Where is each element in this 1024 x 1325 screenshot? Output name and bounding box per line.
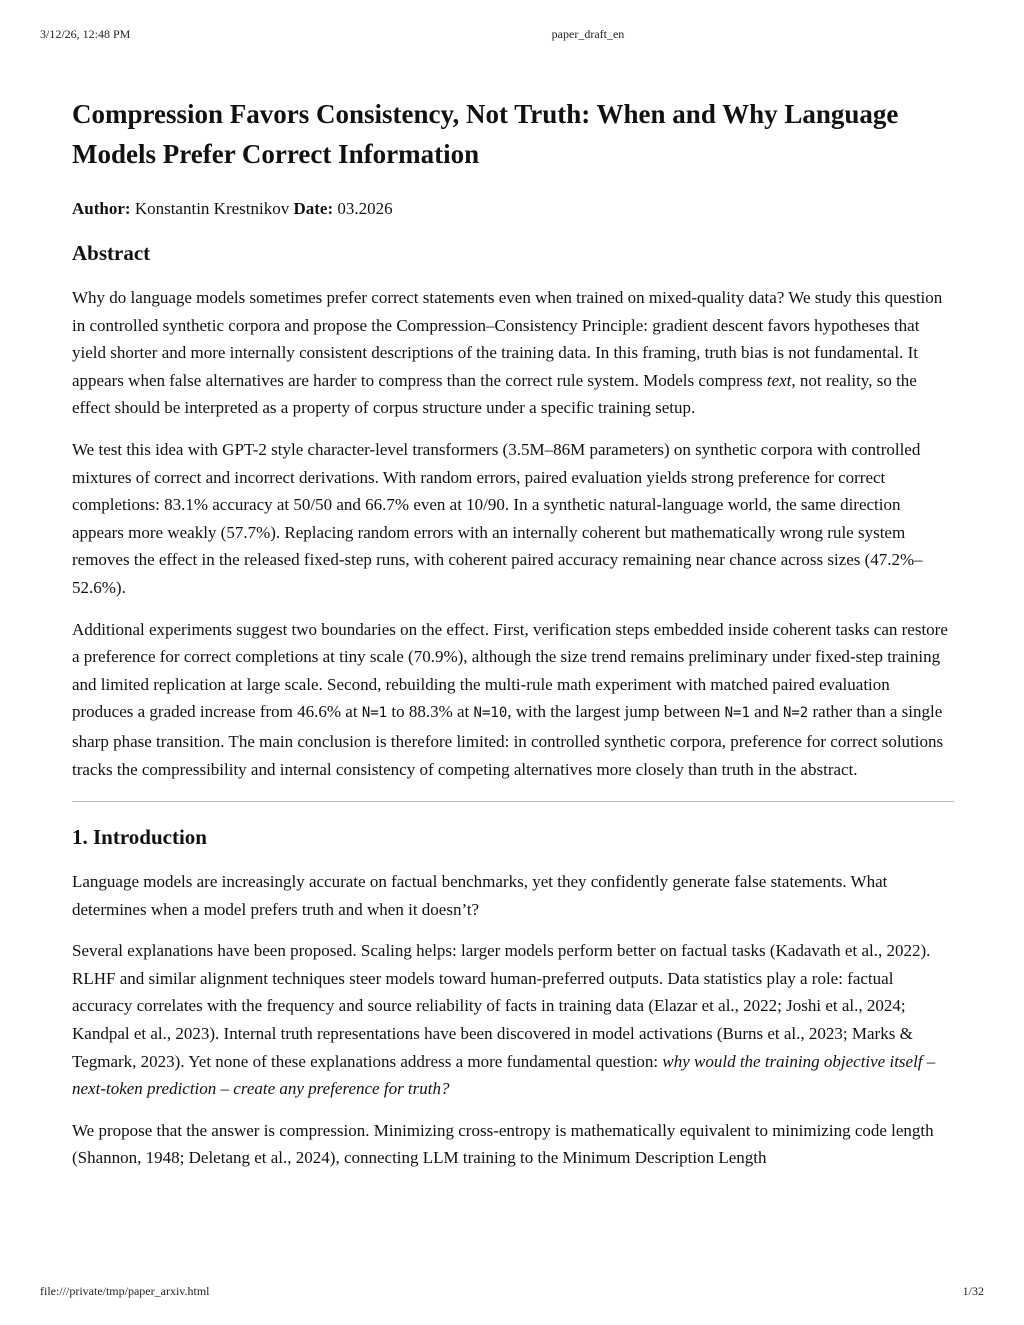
print-page-number: 1/32 bbox=[962, 1284, 984, 1298]
author-label: Author: bbox=[72, 199, 131, 218]
section-divider bbox=[72, 801, 954, 802]
abstract-paragraph-1: Why do language models sometimes prefer correct statements even when trained on mixed-quality data? We study this question in controlled synthetic corpora and propose the Compression–Consistency Principle: gradient descent favors hypotheses that yield shorter and more internally consistent descriptions of the training data. In this framing, truth bias is not fundamental. It appears when false alternatives are harder to compress than the correct rule system. Models compress text, not reality, so the effect should be interpreted as a property of corpus structure under a specific training setup. bbox=[72, 288, 943, 418]
introduction-paragraph-1: Language models are increasingly accurate on factual benchmarks, yet they confidently generate false statements. What determines when a model prefers truth and when it doesn’t? bbox=[72, 872, 888, 919]
introduction-heading: 1. Introduction bbox=[72, 825, 207, 850]
date-value: 03.2026 bbox=[337, 199, 393, 218]
author-name: Konstantin Krestnikov bbox=[134, 199, 290, 218]
inline-code: N=10 bbox=[473, 705, 508, 722]
abstract-paragraph-3: Additional experiments suggest two boundaries on the effect. First, verification steps embedded inside coherent tasks can restore a preference for correct completions at tiny scale (70.9%), although the size trend remains preliminary under fixed-step training and limited replication at large scale. Second, rebuilding the multi-rule math experiment with matched paired evaluation produces a graded increase from 46.6% at N=1 to 88.3% at N=10, with the largest jump between N=1 and N=2 rather than a single sharp phase transition. The main conclusion is therefore limited: in controlled synthetic corpora, preference for correct solutions tracks the compressibility and internal consistency of competing alternatives more closely than truth in the abstract. bbox=[72, 619, 948, 779]
emphasis-question: why would the training objective itself – next-token prediction – create any preference for truth? bbox=[72, 1051, 936, 1099]
abstract-heading: Abstract bbox=[72, 241, 151, 265]
print-header bbox=[0, 24, 1024, 44]
date-label: Date: bbox=[293, 199, 334, 218]
inline-code: N=1 bbox=[361, 705, 388, 722]
paper-content bbox=[72, 94, 954, 1186]
inline-code: N=2 bbox=[782, 705, 809, 722]
author-line bbox=[72, 196, 954, 222]
introduction-paragraph-3: We propose that the answer is compression. Minimizing cross-entropy is mathematically equivalent to minimizing code length (Shannon, 1948; Deletang et al., 2024), connecting LLM training to the Minimum Description Length bbox=[72, 1120, 934, 1168]
introduction-paragraph-2: Several explanations have been proposed. Scaling helps: larger models perform better on factual tasks (Kadavath et al., 2022). RLHF and similar alignment techniques steer models toward human-preferred outputs. Data statistics play a role: factual accuracy correlates with the frequency and source reliability of facts in training data (Elazar et al., 2022; Joshi et al., 2024; Kandpal et al., 2023). Internal truth representations have been discovered in model activations (Burns et al., 2023; Marks & Tegmark, 2023). Yet none of these explanations address a more fundamental question: why would the training objective itself – next-token prediction – create any preference for truth? bbox=[72, 941, 936, 1099]
print-doc-title: paper_draft_en bbox=[551, 27, 625, 41]
abstract-paragraph-2: We test this idea with GPT-2 style character-level transformers (3.5M–86M parameters) on synthetic corpora with controlled mixtures of correct and incorrect derivations. With random errors, paired evaluation yields strong preference for correct completions: 83.1% accuracy at 50/50 and 66.7% even at 10/90. In a synthetic natural-language world, the same direction appears more weakly (57.7%). Replacing random errors with an internally coherent but mathematically wrong rule system removes the effect in the released fixed-step runs, with coherent paired accuracy remaining near chance across sizes (47.2%–52.6%). bbox=[72, 439, 923, 597]
paper-title: Compression Favors Consistency, Not Truth: When and Why Language Models Prefer Correct Information bbox=[72, 99, 899, 169]
emphasis-text: text bbox=[766, 370, 792, 390]
print-file-url: file:///private/tmp/paper_arxiv.html bbox=[40, 1284, 210, 1298]
inline-code: N=1 bbox=[724, 705, 750, 722]
print-datetime: 3/12/26, 12:48 PM bbox=[40, 27, 131, 41]
